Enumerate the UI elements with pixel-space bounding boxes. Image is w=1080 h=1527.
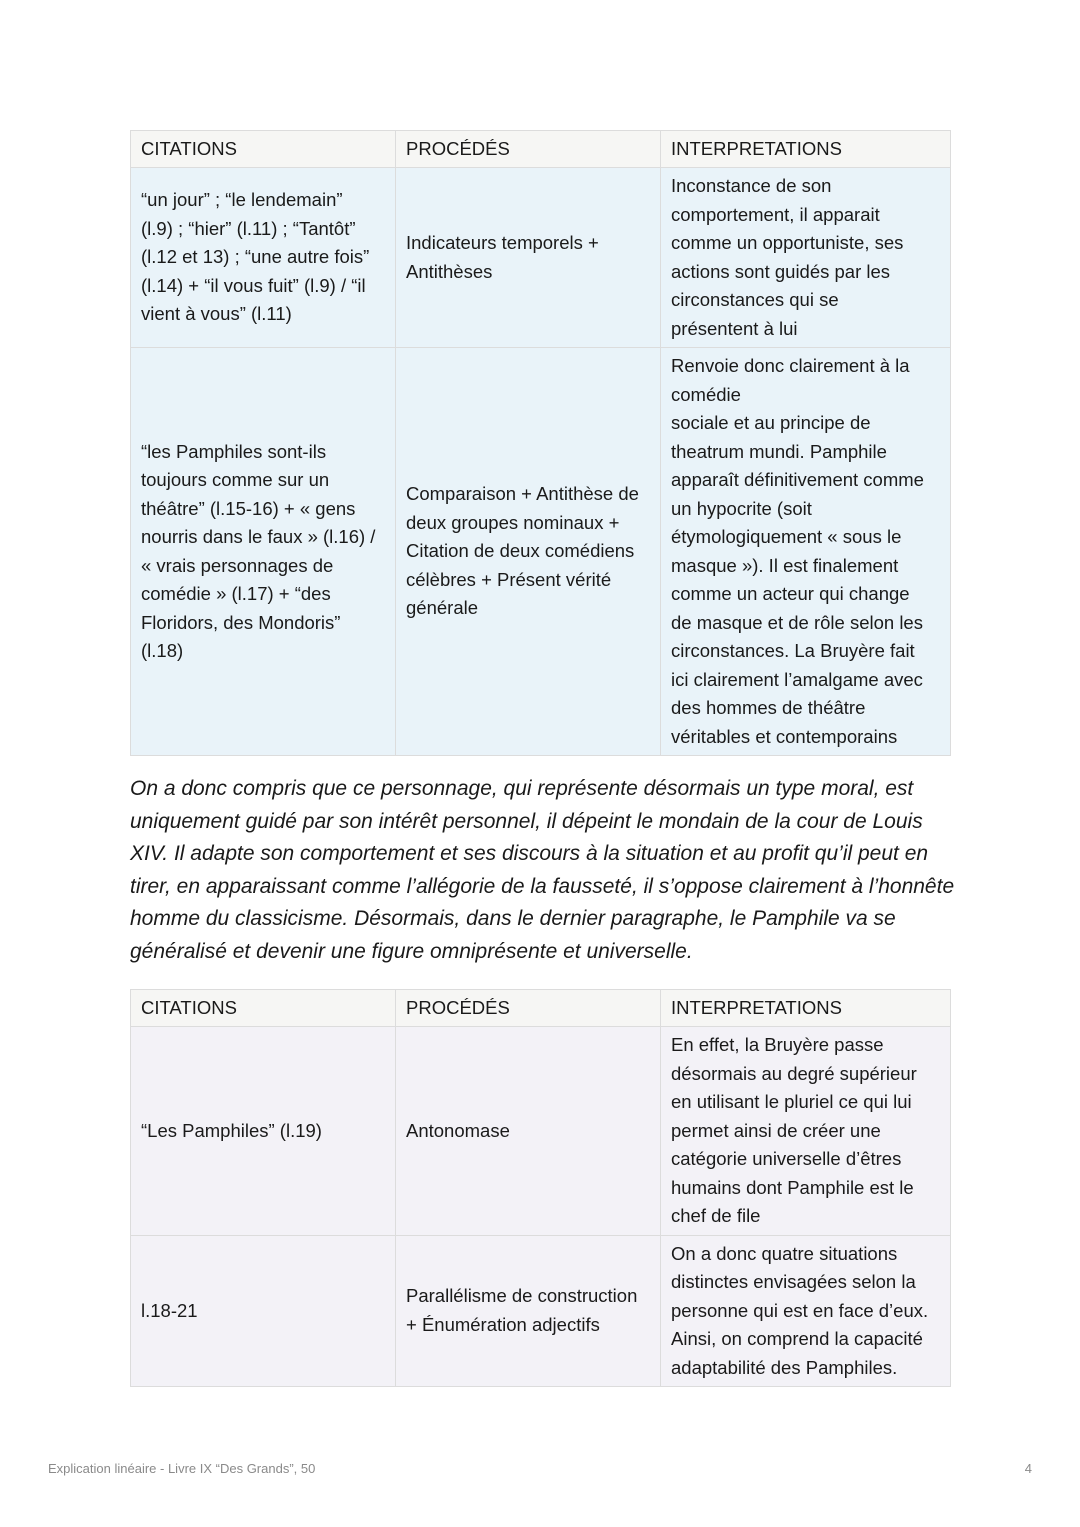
interpretation-text: On a donc quatre situations distinctes envisagées selon la personne qui est en face d’eux. Ainsi, on comprend la capacité adaptabilité des Pamphiles. xyxy=(671,1242,929,1378)
table-row xyxy=(131,168,951,348)
citation-text: l.18-21 xyxy=(141,1299,198,1321)
procede-text: Comparaison + Antithèse de deux groupes nominaux + Citation de deux comédiens célèbres + Présent vérité générale xyxy=(406,483,639,619)
procede-text: Antonomase xyxy=(406,1119,510,1141)
header-interpretations: INTERPRETATIONS xyxy=(661,990,951,1027)
interpretation-text: Renvoie donc clairement à la comédie sociale et au principe de theatrum mundi. Pamphile apparaît définitivement comme un hypocrite (soit étymologiquement « sous le masque »). Il est finalement comme un acteur qui change de masque et de rôle selon les circonstances. La Bruyère fait ici clairement l’amalgame avec des hommes de théâtre véritables et contemporains xyxy=(671,355,924,747)
procede-cell xyxy=(396,1235,661,1387)
transition-paragraph: On a donc compris que ce personnage, qui représente désormais un type moral, est uniquement guidé par son intérêt personnel, il dépeint le mondain de la cour de Louis XIV. Il adapte son comportement et ses discours à la situation et au profit qu’il peut en tirer, en apparaissant comme l’allégorie de la fausseté, il s’oppose clairement à l’honnête homme du classicisme. Désormais, dans le dernier paragraphe, le Pamphile va se généralisé et devenir une figure omniprésente et universelle. xyxy=(130,777,955,963)
analysis-table-1 xyxy=(130,130,951,756)
interpretation-text: En effet, la Bruyère passe désormais au degré supérieur en utilisant le pluriel ce qui lui permet ainsi de créer une catégorie universelle d’êtres humains dont Pamphile est le chef de file xyxy=(671,1034,917,1226)
procede-cell xyxy=(396,168,661,348)
header-procedes: PROCÉDÉS xyxy=(396,990,661,1027)
citation-text: “Les Pamphiles” (l.19) xyxy=(141,1119,322,1141)
header-procedes: PROCÉDÉS xyxy=(396,131,661,168)
citation-cell xyxy=(131,348,396,756)
table-row xyxy=(131,348,951,756)
procede-text: Indicateurs temporels + Antithèses xyxy=(406,232,599,282)
table-row xyxy=(131,1235,951,1387)
citation-cell xyxy=(131,1027,396,1236)
analysis-table-2 xyxy=(130,989,951,1387)
interpretation-cell xyxy=(661,1235,951,1387)
interpretation-text: Inconstance de son comportement, il apparait comme un opportuniste, ses actions sont guidés par les circonstances qui se présentent à lui xyxy=(671,175,904,339)
interpretation-cell xyxy=(661,1027,951,1236)
procede-cell xyxy=(396,1027,661,1236)
header-citations: CITATIONS xyxy=(131,131,396,168)
table-header-row xyxy=(131,131,951,168)
header-citations: CITATIONS xyxy=(131,990,396,1027)
table-header-row xyxy=(131,990,951,1027)
interpretation-cell xyxy=(661,168,951,348)
interpretation-cell xyxy=(661,348,951,756)
citation-cell xyxy=(131,168,396,348)
citation-text: “un jour” ; “le lendemain” (l.9) ; “hier” (l.11) ; “Tantôt” (l.12 et 13) ; “une autre fois” (l.14) + “il vous fuit” (l.9) / “il vient à vous” (l.11) xyxy=(141,189,370,325)
procede-text: Parallélisme de construction + Énumération adjectifs xyxy=(406,1285,638,1335)
procede-cell xyxy=(396,348,661,756)
footer-document-title: Explication linéaire - Livre IX “Des Grands”, 50 xyxy=(48,1461,316,1476)
citation-text: “les Pamphiles sont-ils toujours comme sur un théâtre” (l.15-16) + « gens nourris dans le faux » (l.16) / « vrais personnages de comédie » (l.17) + “des Floridors, des Mondoris” (l.18) xyxy=(141,440,376,661)
table-row xyxy=(131,1027,951,1236)
page-number: 4 xyxy=(1024,1461,1032,1476)
header-interpretations: INTERPRETATIONS xyxy=(661,131,951,168)
citation-cell xyxy=(131,1235,396,1387)
